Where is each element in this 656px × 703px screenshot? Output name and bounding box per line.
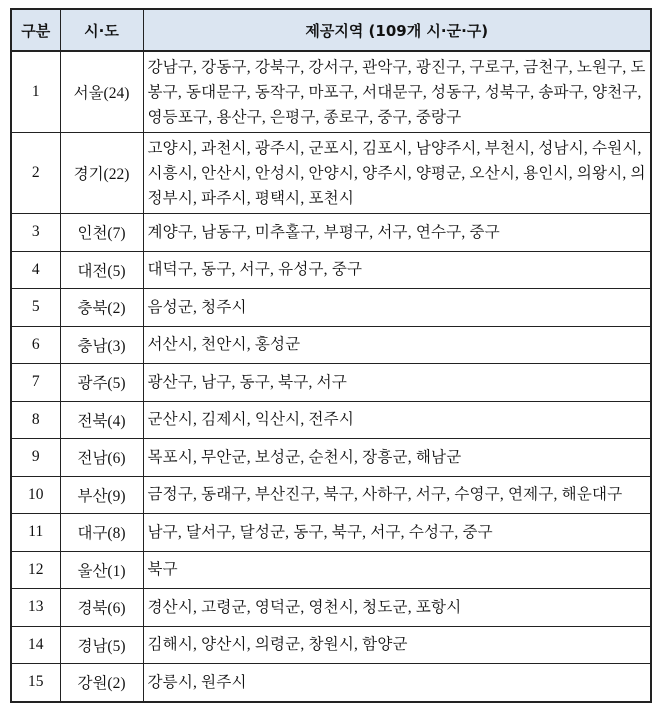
table-row — [11, 133, 651, 214]
table-row — [11, 364, 651, 402]
row-province: 전북(4) — [60, 401, 143, 439]
row-number: 11 — [11, 514, 60, 552]
row-number: 7 — [11, 364, 60, 402]
row-regions: 목포시, 무안군, 보성군, 순천시, 장흥군, 해남군 — [143, 439, 651, 477]
row-number: 10 — [11, 476, 60, 514]
header-row — [11, 9, 651, 51]
row-regions: 북구 — [143, 551, 651, 589]
row-regions: 광산구, 남구, 동구, 북구, 서구 — [143, 364, 651, 402]
row-regions: 음성군, 청주시 — [143, 289, 651, 327]
row-number: 8 — [11, 401, 60, 439]
table-row — [11, 289, 651, 327]
row-regions: 경산시, 고령군, 영덕군, 영천시, 청도군, 포항시 — [143, 589, 651, 627]
row-number: 12 — [11, 551, 60, 589]
row-regions: 군산시, 김제시, 익산시, 전주시 — [143, 401, 651, 439]
table-row — [11, 439, 651, 477]
row-regions: 금정구, 동래구, 부산진구, 북구, 사하구, 서구, 수영구, 연제구, 해운대구 — [143, 476, 651, 514]
table-row — [11, 589, 651, 627]
row-regions: 강남구, 강동구, 강북구, 강서구, 관악구, 광진구, 구로구, 금천구, 노원구, 도봉구, 동대문구, 동작구, 마포구, 서대문구, 성동구, 성북구, 송파구, 양천구, 영등포구, 용산구, 은평구, 종로구, 중구, 중랑구 — [143, 51, 651, 133]
row-number: 14 — [11, 626, 60, 664]
table-row — [11, 551, 651, 589]
row-number: 1 — [11, 51, 60, 133]
row-province: 광주(5) — [60, 364, 143, 402]
row-province: 인천(7) — [60, 214, 143, 252]
row-regions: 대덕구, 동구, 서구, 유성구, 중구 — [143, 251, 651, 289]
row-province: 울산(1) — [60, 551, 143, 589]
table-row — [11, 664, 651, 702]
header-regions: 제공지역 (109개 시·군·구) — [143, 9, 651, 51]
row-number: 9 — [11, 439, 60, 477]
row-number: 5 — [11, 289, 60, 327]
row-number: 13 — [11, 589, 60, 627]
row-regions: 계양구, 남동구, 미추홀구, 부평구, 서구, 연수구, 중구 — [143, 214, 651, 252]
row-province: 경북(6) — [60, 589, 143, 627]
row-province: 전남(6) — [60, 439, 143, 477]
row-regions: 고양시, 과천시, 광주시, 군포시, 김포시, 남양주시, 부천시, 성남시, 수원시, 시흥시, 안산시, 안성시, 안양시, 양주시, 양평군, 오산시, 용인시, 의왕시, 의정부시, 파주시, 평택시, 포천시 — [143, 133, 651, 214]
row-province: 경기(22) — [60, 133, 143, 214]
row-regions: 서산시, 천안시, 홍성군 — [143, 326, 651, 364]
table-row — [11, 626, 651, 664]
row-province: 충남(3) — [60, 326, 143, 364]
table-row — [11, 476, 651, 514]
table-row — [11, 251, 651, 289]
row-number: 15 — [11, 664, 60, 702]
row-number: 2 — [11, 133, 60, 214]
row-number: 4 — [11, 251, 60, 289]
row-province: 서울(24) — [60, 51, 143, 133]
row-province: 충북(2) — [60, 289, 143, 327]
row-number: 6 — [11, 326, 60, 364]
table-row — [11, 51, 651, 133]
row-regions: 강릉시, 원주시 — [143, 664, 651, 702]
row-province: 경남(5) — [60, 626, 143, 664]
regions-table — [10, 8, 652, 703]
row-regions: 남구, 달서구, 달성군, 동구, 북구, 서구, 수성구, 중구 — [143, 514, 651, 552]
table-row — [11, 401, 651, 439]
header-no: 구분 — [11, 9, 60, 51]
header-province: 시·도 — [60, 9, 143, 51]
table-row — [11, 326, 651, 364]
table-row — [11, 214, 651, 252]
row-province: 대구(8) — [60, 514, 143, 552]
row-province: 대전(5) — [60, 251, 143, 289]
row-province: 부산(9) — [60, 476, 143, 514]
table-row — [11, 514, 651, 552]
row-province: 강원(2) — [60, 664, 143, 702]
row-regions: 김해시, 양산시, 의령군, 창원시, 함양군 — [143, 626, 651, 664]
row-number: 3 — [11, 214, 60, 252]
